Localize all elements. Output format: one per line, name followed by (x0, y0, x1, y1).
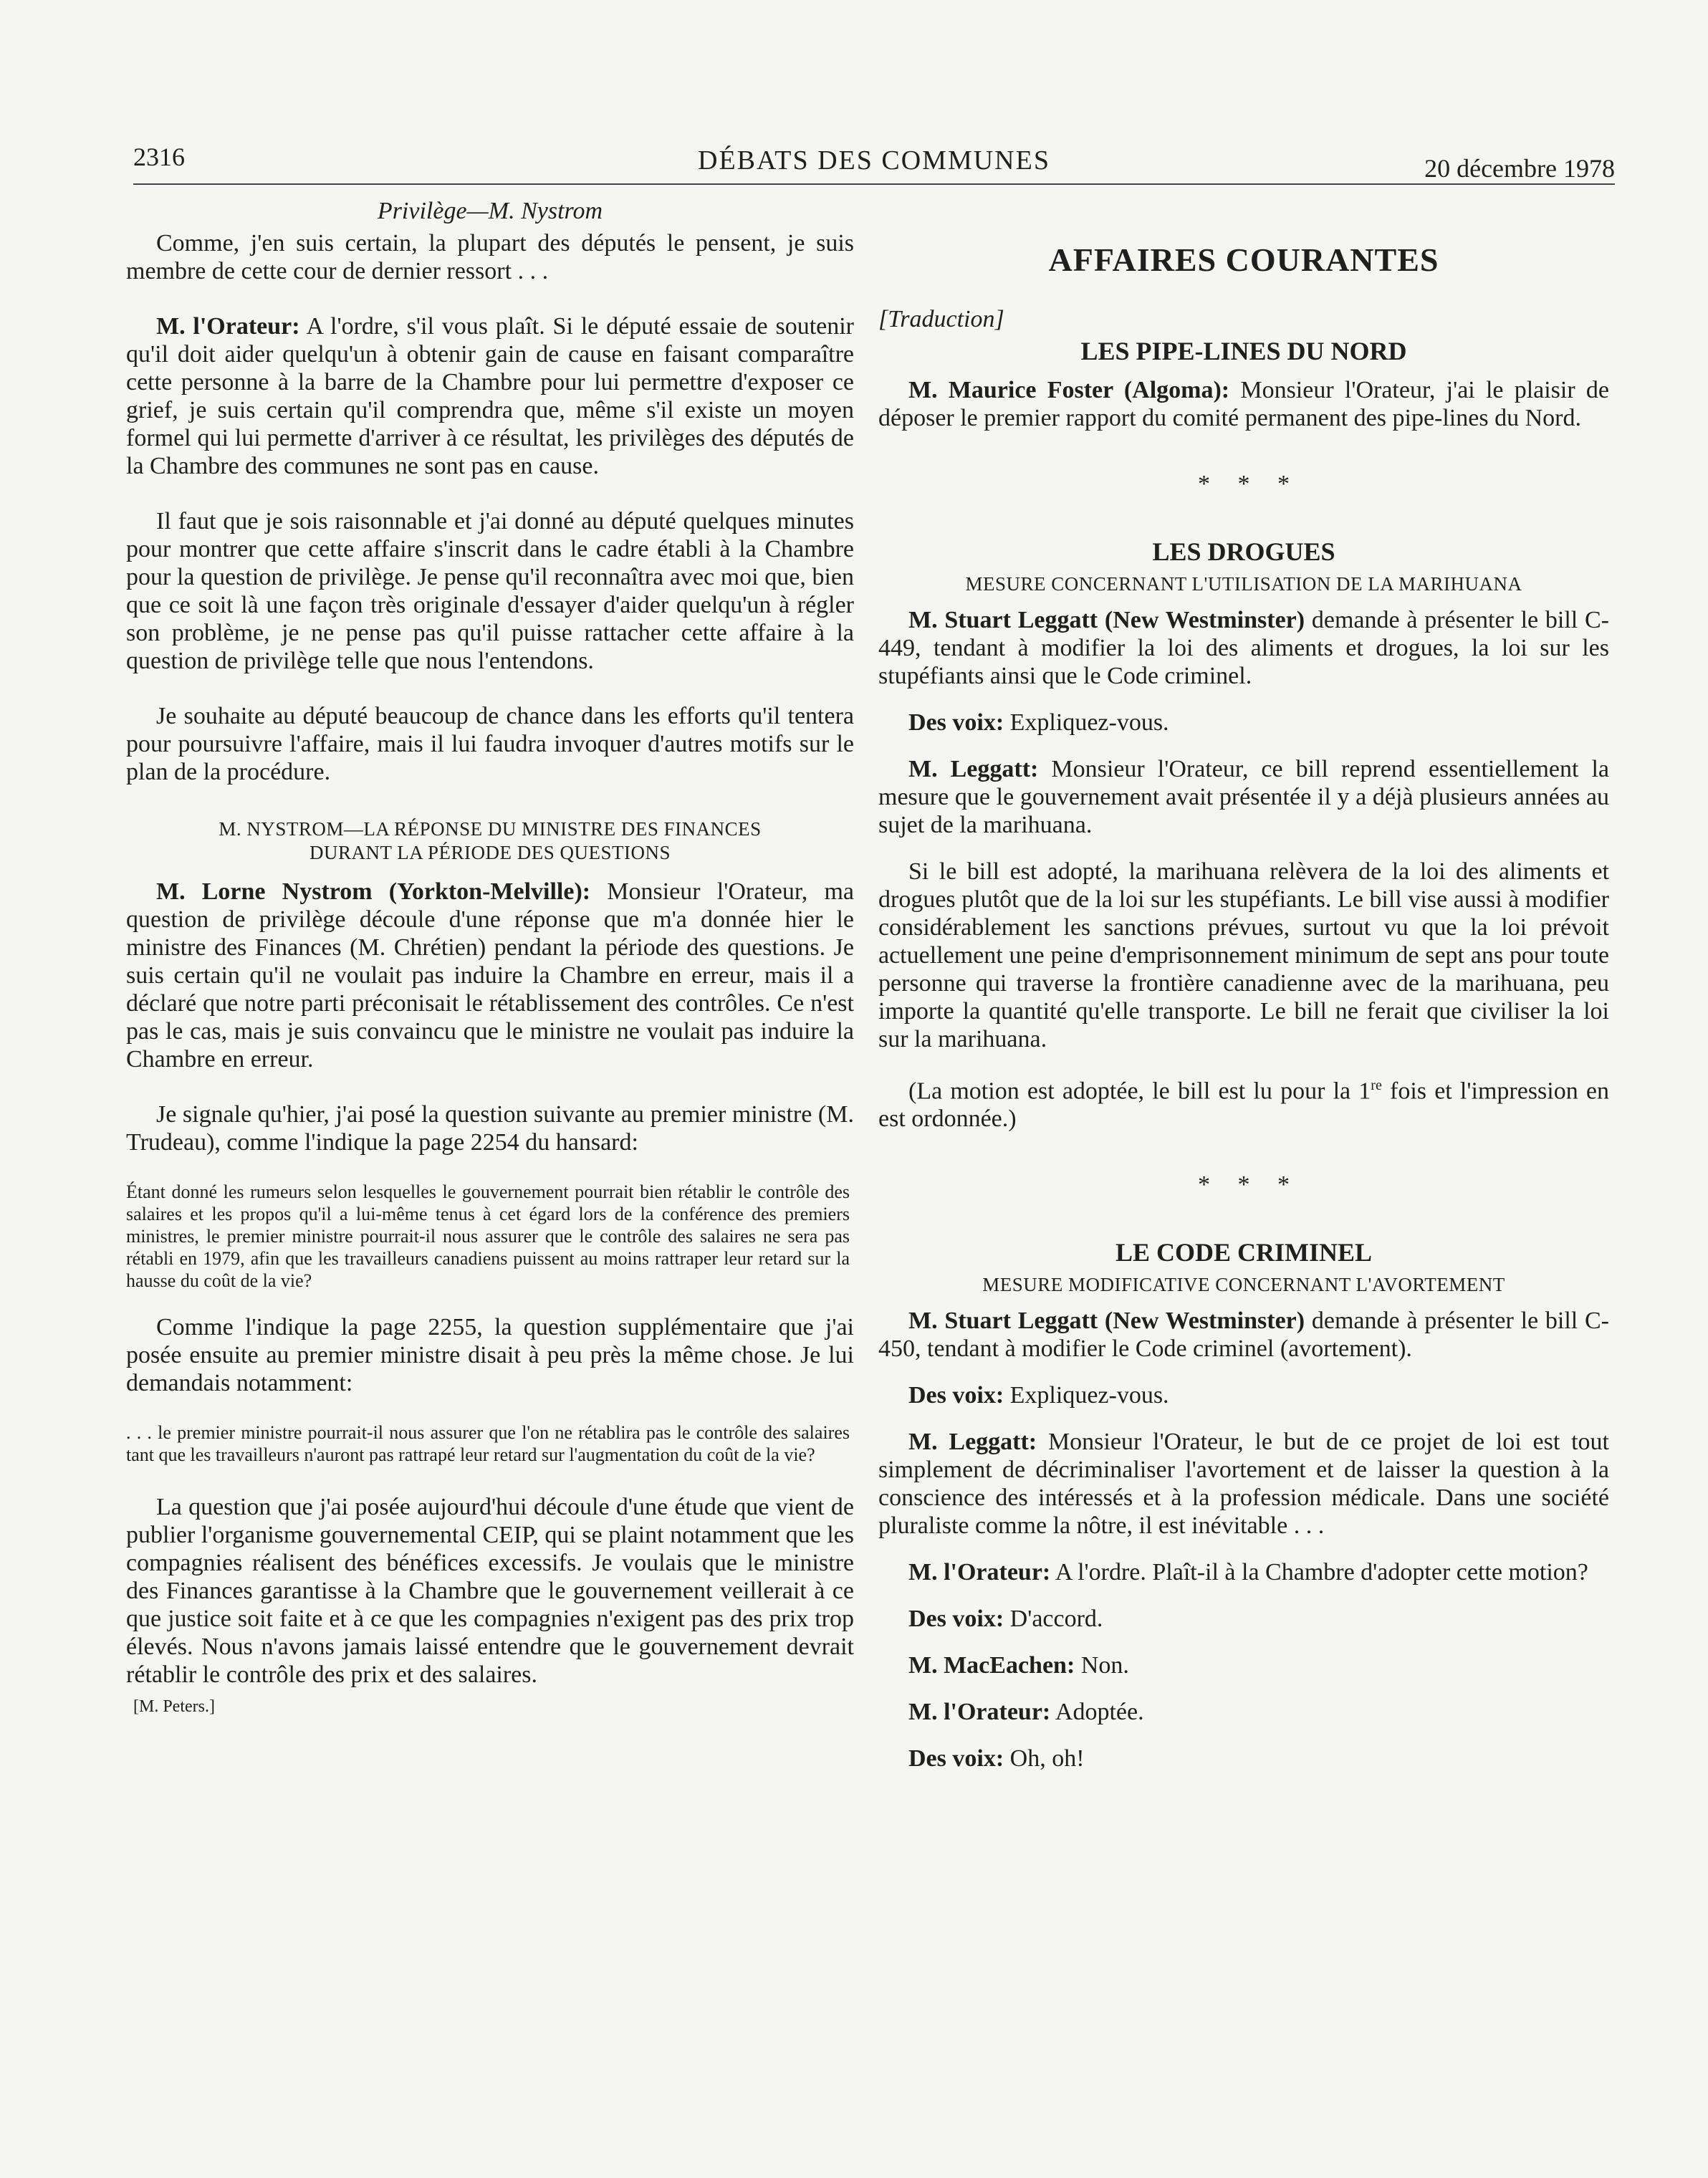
speaker-name: M. Leggatt: (908, 1429, 1037, 1456)
speech-text: Monsieur l'Orateur, ce bill reprend essentiellement la mesure que le gouvernement avait présentée il y a déjà plusieurs années au sujet de la marihuana. (878, 756, 1609, 838)
speech-text: Monsieur l'Orateur, j'ai le plaisir de déposer le premier rapport du comité permanent des pipe-lines du Nord. (878, 377, 1609, 431)
subheading: MESURE CONCERNANT L'UTILISATION DE LA MARIHUANA (965, 573, 1522, 595)
speaker-name: M. Leggatt: (908, 756, 1039, 782)
speaker-name: M. Stuart Leggatt (New Westminster) (908, 607, 1305, 633)
paragraph (126, 878, 854, 1073)
speech-text: Non. (1075, 1652, 1129, 1679)
speaker-name: Des voix: (908, 1382, 1004, 1409)
paragraph: Comme l'indique la page 2255, la question supplémentaire que j'ai posée ensuite au premier ministre disait à peu près la même chose. Je lui demandais notamment: (126, 1314, 854, 1396)
paragraph (878, 1307, 1609, 1363)
speaker-name: M. MacEachen: (908, 1652, 1075, 1679)
speech-text: demande à présenter le bill C-450, tendant à modifier le Code criminel (avortement). (878, 1308, 1610, 1363)
paragraph (878, 376, 1609, 432)
heading: LES PIPE-LINES DU NORD (1080, 337, 1407, 365)
speaker-name: Des voix: (908, 709, 1004, 736)
motion-text: fois et l'impression en est ordonnée.) (878, 1078, 1609, 1133)
paragraph (126, 312, 854, 480)
paragraph (878, 606, 1609, 690)
subheading (126, 817, 854, 865)
ordinal-superscript: re (1371, 1078, 1382, 1093)
paragraph (878, 1698, 1609, 1726)
speech-text: Monsieur l'Orateur, ma question de privilège découle d'une réponse que m'a donnée hier le ministre des Finances (M. Chrétien) pendant la période des questions. Je suis certain qu'il ne voulait pas induire la Chambre en erreur, mais il a déclaré que notre parti préconisait le rétablissement des contrôles. Ce n'est pas le cas, mais je suis convaincu que le ministre ne voulait pas induire la Chambre en erreur. (126, 878, 854, 1073)
translation-note: [Traduction] (878, 306, 1004, 332)
block-quote: . . . le premier ministre pourrait-il nous assurer que l'on ne rétablira pas le contrôle des salaires tant que les travailleurs n'auront pas rattrapé leur retard sur l'augmentation du coût de la vie? (126, 1422, 850, 1465)
paragraph (878, 1428, 1609, 1540)
speech-text: A l'ordre, s'il vous plaît. Si le député essaie de soutenir qu'il doit aider quelqu'un à obtenir gain de cause en faisant comparaître cette personne à la barre de la Chambre pour lui permettre d'exposer ce grief, je suis certain qu'il comprendra que, même s'il existe un moyen formel qui lui permette d'arriver à ce résultat, les privilèges des députés de la Chambre des communes ne sont pas en cause. (126, 313, 854, 479)
speaker-tag: [M. Peters.] (133, 1697, 215, 1716)
paragraph (878, 1651, 1609, 1679)
paragraph: Si le bill est adopté, la marihuana relèvera de la loi des aliments et drogues plutôt que de la loi sur les stupéfiants. Le bill vise aussi à modifier considérablement les sanctions prévues, surtout vu que la loi prévoit actuellement une peine d'emprisonnement minimum de sept ans pour toute personne qui traverse la frontière canadienne avec de la marihuana, peu importe la quantité qu'elle transporte. Le bill ne ferait que civiliser la loi sur la marihuana. (878, 858, 1609, 1052)
speaker-name: M. Maurice Foster (Algoma): (908, 377, 1230, 403)
block-quote: Étant donné les rumeurs selon lesquelles le gouvernement pourrait bien rétablir le contrôle des salaires et les propos qu'il a lui-même tenus à cet égard lors de la conférence des premiers ministres, le premier ministre pourrait-il nous assurer que le contrôle des salaires ne sera pas rétabli en 1979, afin que les travailleurs canadiens puissent au moins rattraper leur retard sur la hausse du coût de la vie? (126, 1181, 850, 1291)
speaker-name: M. Stuart Leggatt (New Westminster) (908, 1308, 1305, 1335)
publication-title: DÉBATS DES COMMUNES (698, 145, 1050, 176)
paragraph (878, 755, 1609, 839)
speech-text: Expliquez-vous. (1004, 1382, 1169, 1409)
heading: LE CODE CRIMINEL (1115, 1238, 1373, 1267)
page-header (133, 142, 1615, 185)
paragraph (878, 1072, 1609, 1133)
page-date: 20 décembre 1978 (1424, 154, 1615, 183)
separator-stars: * * * (1198, 471, 1290, 497)
motion-text: (La motion est adoptée, le bill est lu pour la 1 (908, 1078, 1371, 1105)
speech-text: Adoptée. (1050, 1699, 1144, 1726)
subheading: MESURE MODIFICATIVE CONCERNANT L'AVORTEMENT (982, 1274, 1505, 1296)
paragraph (878, 1558, 1609, 1586)
paragraph (878, 1605, 1609, 1633)
speech-text: Expliquez-vous. (1004, 709, 1169, 736)
paragraph: Je signale qu'hier, j'ai posé la question suivante au premier ministre (M. Trudeau), comme l'indique la page 2254 du hansard: (126, 1101, 854, 1156)
speech-text: A l'ordre. Plaît-il à la Chambre d'adopter cette motion? (1050, 1559, 1588, 1586)
paragraph (878, 1745, 1609, 1772)
paragraph (878, 1381, 1609, 1409)
subheading-line: M. NYSTROM—LA RÉPONSE DU MINISTRE DES FINANCES (219, 818, 762, 840)
paragraph: Je souhaite au député beaucoup de chance dans les efforts qu'il tentera pour poursuivre l'affaire, mais il lui faudra invoquer d'autres motifs sur le plan de la procédure. (126, 703, 854, 785)
speech-text: demande à présenter le bill C-449, tendant à modifier la loi des aliments et drogues, la loi sur les stupéfiants ainsi que le Code criminel. (878, 607, 1610, 689)
paragraph: Il faut que je sois raisonnable et j'ai donné au député quelques minutes pour montrer que cette affaire s'inscrit dans le cadre établi à la Chambre pour la question de privilège. Je pense qu'il reconnaîtra avec moi que, bien que ce soit là une façon très originale d'essayer d'aider quelqu'un à régler son problème, je ne pense pas qu'il puisse rattacher cette affaire à la question de privilège telle que nous l'entendons. (126, 508, 854, 674)
speech-text: Oh, oh! (1004, 1745, 1085, 1772)
speech-text: D'accord. (1004, 1606, 1103, 1633)
subheading-line: DURANT LA PÉRIODE DES QUESTIONS (309, 842, 671, 863)
page-number: 2316 (133, 143, 185, 171)
speaker-name: M. l'Orateur: (908, 1559, 1051, 1586)
paragraph: Comme, j'en suis certain, la plupart des députés le pensent, je suis membre de cette cour de dernier ressort . . . (126, 230, 854, 284)
speaker-name: Des voix: (908, 1745, 1004, 1772)
speaker-name: M. l'Orateur: (908, 1699, 1051, 1726)
section-heading: AFFAIRES COURANTES (1048, 241, 1439, 278)
speaker-name: M. Lorne Nystrom (Yorkton-Melville): (156, 878, 591, 905)
left-column (126, 198, 854, 1717)
separator-stars: * * * (1198, 1171, 1290, 1199)
speaker-name: Des voix: (908, 1606, 1004, 1633)
speech-text: Monsieur l'Orateur, le but de ce projet de loi est tout simplement de décriminaliser l'avortement et de laisser la question à la conscience des intéressés et à la profession médicale. Dans une société pluraliste comme la nôtre, il est inévitable . . . (878, 1429, 1610, 1540)
speaker-name: M. l'Orateur: (156, 313, 300, 340)
running-head: Privilège—M. Nystrom (377, 198, 603, 224)
paragraph (878, 709, 1609, 737)
right-column (878, 198, 1609, 1772)
paragraph: La question que j'ai posée aujourd'hui découle d'une étude que vient de publier l'organisme gouvernemental CEIP, qui se plaint notamment que les compagnies réalisent des bénéfices excessifs. Je voulais que le ministre des Finances garantisse à la Chambre que le gouvernement veillerait à ce que justice soit faite et à ce que les compagnies n'exigent pas des prix trop élevés. Nous n'avons jamais laissé entendre que le gouvernement devrait rétablir le contrôle des prix et des salaires. (126, 1494, 854, 1688)
heading: LES DROGUES (1152, 537, 1335, 566)
